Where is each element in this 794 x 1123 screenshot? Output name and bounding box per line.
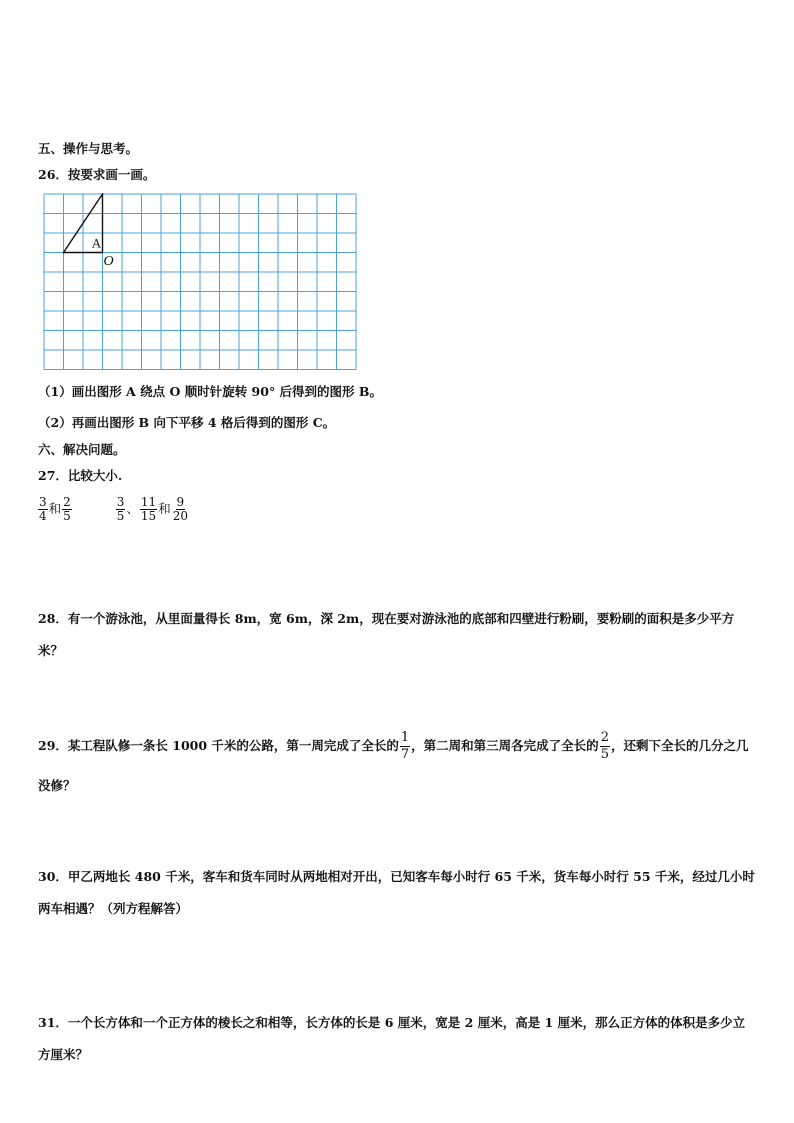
question-30: 30．甲乙两地长 480 千米，客车和货车同时从两地相对开出，已知客车每小时行 65 千米，货车每小时行 55 千米，经过几小时两车相遇？（列方程解答） (38, 869, 755, 916)
question-26-title: 26．按要求画一画。 (38, 167, 156, 182)
fraction: $\frac{2}{5}$ (63, 495, 71, 523)
question-27-title: 27．比较大小. (38, 468, 123, 483)
point-o-label: O (103, 254, 114, 270)
question-26-sub-1: （1）画出图形 A 绕点 O 顺时针旋转 90° 后得到的图形 B。 (38, 384, 382, 399)
fraction: $\frac{3}{4}$ (39, 495, 47, 523)
drawing-grid (43, 193, 359, 371)
question-27-fractions (37, 496, 190, 523)
joiner-text: 和 (158, 501, 171, 516)
question-26-sub-2: （2）再画出图形 B 向下平移 4 格后得到的图形 C。 (38, 415, 336, 430)
joiner-text: 和 (48, 501, 62, 516)
grid-lines (44, 194, 356, 370)
fraction-2-5: $\frac{2}{5}$ (600, 730, 609, 762)
question-29: 29．某工程队修一条长 1000 千米的公路，第一周完成了全长的 $\frac{1}{7}$ ，第二周和第三周各完成了全长的 $\frac{2}{5}$ ，还剩下全长的几分之几没修？ (38, 730, 749, 793)
separator-text: 、 (126, 501, 139, 516)
section-5-heading: 五、操作与思考。 (38, 141, 139, 156)
fraction: $\frac{9}{20}$ (172, 495, 188, 523)
question-31: 31．一个长方体和一个正方体的棱长之和相等，长方体的长是 6 厘米，宽是 2 厘米，高是 1 厘米，那么正方体的体积是多少立方厘米？ (38, 1015, 746, 1062)
fraction: $\frac{3}{5}$ (116, 495, 125, 523)
section-6-heading: 六、解决问题。 (38, 442, 126, 457)
fraction: $\frac{11}{15}$ (140, 495, 157, 523)
question-28: 28．有一个游泳池，从里面量得长 8m，宽 6m，深 2m，现在要对游泳池的底部和四壁进行粉刷，要粉刷的面积是多少平方米？ (38, 611, 735, 658)
fraction-1-7: $\frac{1}{7}$ (400, 730, 410, 762)
figure-a-label: A (91, 235, 102, 251)
